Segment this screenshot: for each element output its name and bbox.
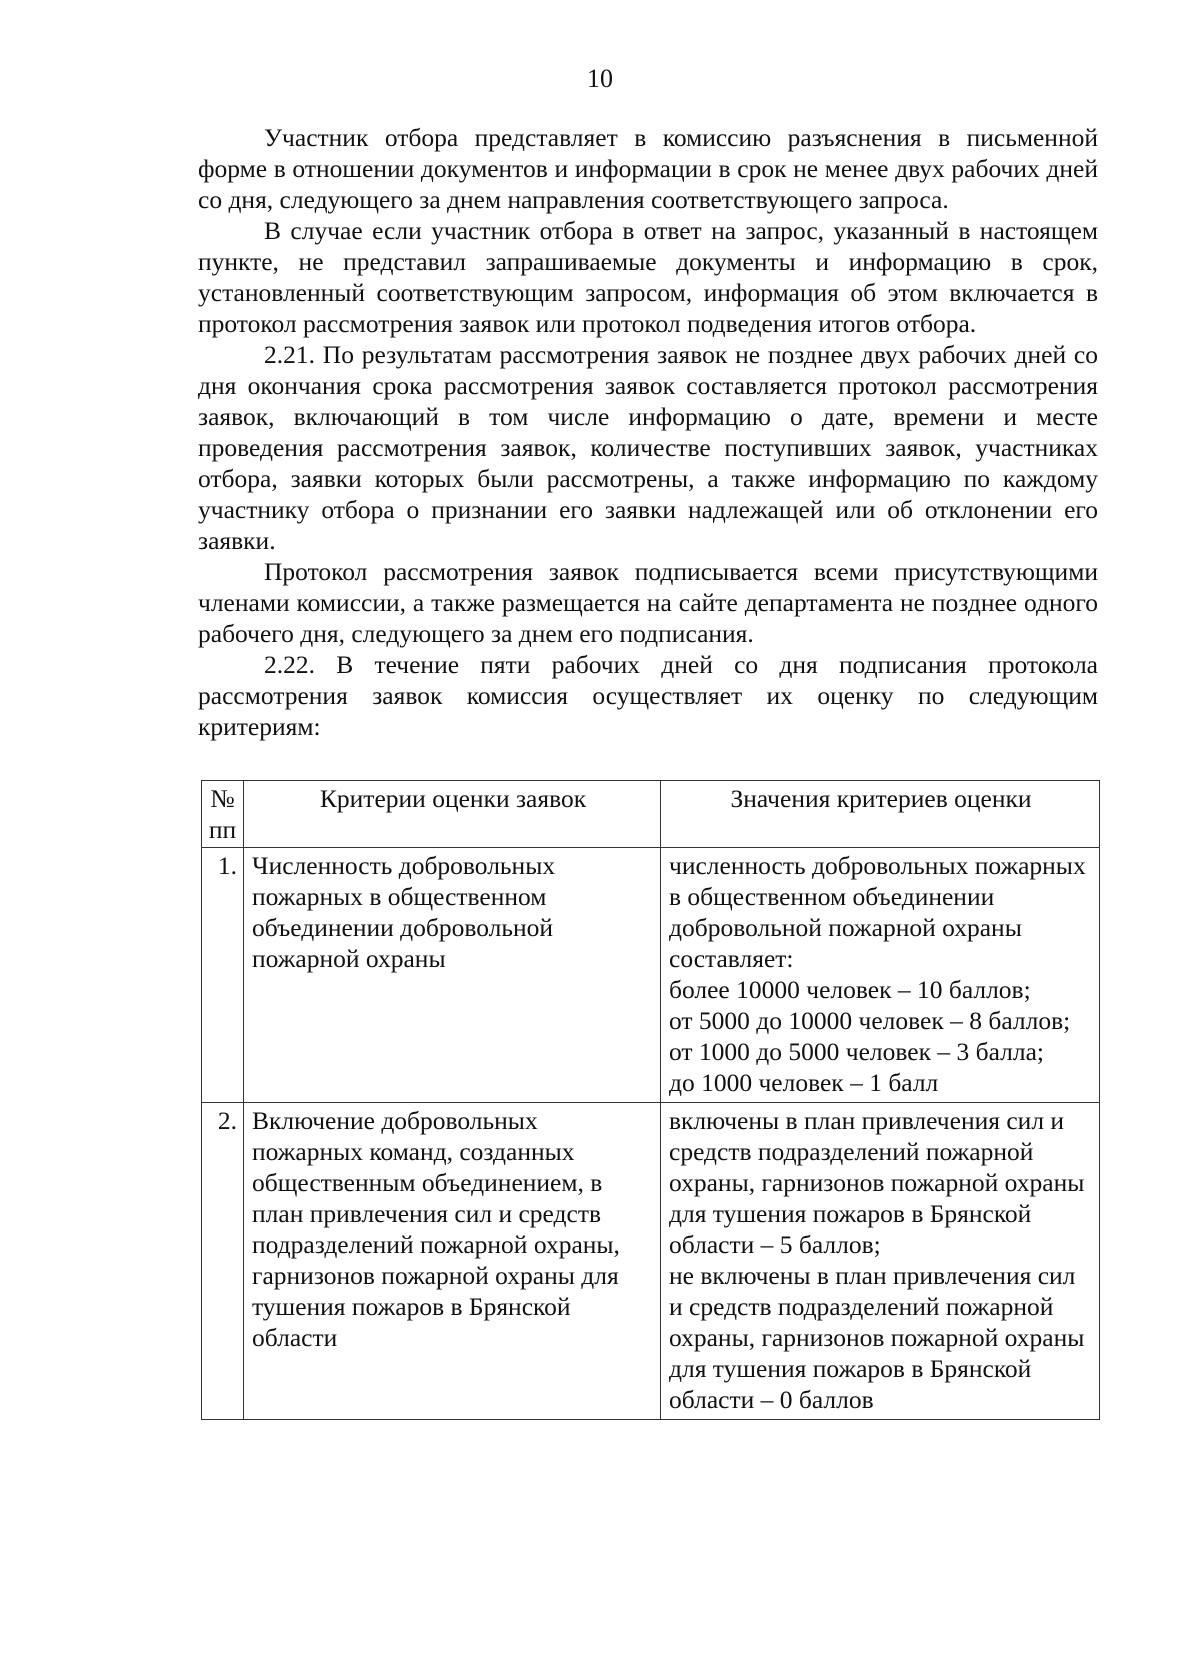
header-criteria: Критерии оценки заявок (244, 781, 661, 848)
row-number: 2. (202, 1103, 244, 1420)
header-values: Значения критериев оценки (661, 781, 1100, 848)
paragraph-missing-documents: В случае если участник отбора в ответ на запрос, указанный в настоящем пункте, не представил запрашиваемые документы и информацию в срок, установленный соответствующим запросом, информация об этом включается в протокол рассмотрения заявок или протокол подведения итогов отбора. (198, 216, 1098, 338)
value-line: от 1000 до 5000 человек – 3 балла; (669, 1037, 1044, 1066)
paragraph-2-21: 2.21. По результатам рассмотрения заявок не позднее двух рабочих дней со дня окончания срока рассмотрения заявок составляется протокол рассмотрения заявок, включающий в том числе информацию о дате, времени и месте проведения рассмотрения заявок, количестве поступивших заявок, участниках отбора, заявки которых были рассмотрены, а также информацию по каждому участнику отбора о признании его заявки надлежащей или об отклонении его заявки. (198, 340, 1098, 555)
value-line: более 10000 человек – 10 баллов; (669, 975, 1031, 1004)
value-line: от 5000 до 10000 человек – 8 баллов; (669, 1006, 1071, 1035)
criteria-table (201, 780, 1100, 1420)
row-number: 1. (202, 848, 244, 1103)
header-number-symbol: № (210, 784, 235, 813)
value-line: до 1000 человек – 1 балл (669, 1068, 939, 1097)
values-cell (661, 848, 1100, 1103)
table-header-row (202, 781, 1100, 848)
paragraph-protocol-signing: Протокол рассмотрения заявок подписывается всеми присутствующими членами комиссии, а также размещается на сайте департамента не позднее одного рабочего дня, следующего за днем его подписания. (198, 557, 1098, 648)
table-row (202, 1103, 1100, 1420)
value-line: численность добровольных пожарных в общественном объединении добровольной пожарной охраны составляет: (669, 851, 1086, 973)
criteria-cell: Численность добровольных пожарных в общественном объединении добровольной пожарной охраны (244, 848, 661, 1103)
page-number: 10 (587, 64, 613, 93)
value-line: включены в план привлечения сил и средств подразделений пожарной охраны, гарнизонов пожарной охраны для тушения пожаров в Брянской области – 5 баллов; (669, 1106, 1085, 1259)
header-number-abbr: пп (208, 815, 237, 844)
paragraph-2-22: 2.22. В течение пяти рабочих дней со дня подписания протокола рассмотрения заявок комиссия осуществляет их оценку по следующим критериям: (198, 650, 1098, 741)
body-text (198, 122, 1098, 742)
criteria-cell: Включение добровольных пожарных команд, созданных общественным объединением, в план привлечения сил и средств подразделений пожарной охраны, гарнизонов пожарной охраны для тушения пожаров в Брянской области (244, 1103, 661, 1420)
values-cell (661, 1103, 1100, 1420)
table-row (202, 848, 1100, 1103)
header-number (202, 781, 244, 848)
value-line: не включены в план привлечения сил и средств подразделений пожарной охраны, гарнизонов пожарной охраны для тушения пожаров в Брянской области – 0 баллов (669, 1261, 1085, 1414)
paragraph-clarifications: Участник отбора представляет в комиссию разъяснения в письменной форме в отношении документов и информации в срок не менее двух рабочих дней со дня, следующего за днем направления соответствующего запроса. (198, 123, 1098, 214)
